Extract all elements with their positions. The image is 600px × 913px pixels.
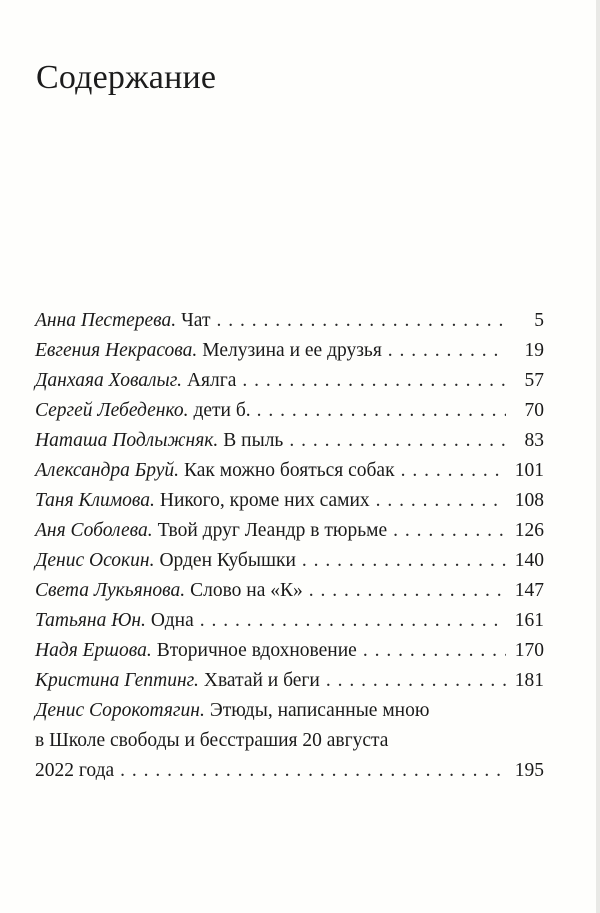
toc-entry	[35, 456, 544, 486]
entry-page-number: 140	[514, 550, 544, 571]
entry-title-line-1: Этюды, написанные мною	[209, 700, 430, 721]
dot-leader	[242, 366, 506, 396]
dot-leader	[257, 396, 506, 426]
toc-entry	[35, 606, 544, 636]
entry-page-number: 170	[514, 640, 544, 661]
toc-entry	[35, 636, 544, 666]
toc-entry	[35, 546, 544, 576]
entry-author: Света Лукьянова.	[35, 580, 186, 601]
entry-page-number: 161	[514, 610, 544, 631]
entry-line	[35, 726, 544, 756]
entry-author: Кристина Гептинг.	[35, 670, 199, 691]
entry-title: Как можно бояться собак	[184, 460, 395, 481]
dot-leader	[401, 456, 506, 486]
toc-entry	[35, 366, 544, 396]
toc-entry	[35, 516, 544, 546]
entry-author: Татьяна Юн.	[35, 610, 146, 631]
entry-title: Орден Кубышки	[159, 550, 296, 571]
toc-entry-multiline	[35, 696, 544, 786]
entry-author: Данхаяа Ховалыг.	[35, 370, 182, 391]
entry-page-number: 83	[524, 430, 544, 451]
entry-page-number: 126	[514, 520, 544, 541]
entry-line	[35, 756, 544, 786]
entry-author: Надя Ершова.	[35, 640, 152, 661]
entry-page-number: 19	[524, 340, 544, 361]
entry-page-number: 70	[524, 400, 544, 421]
entry-title: В пыль	[223, 430, 284, 451]
entry-title: Никого, кроме них самих	[159, 490, 370, 511]
entry-title: Одна	[150, 610, 194, 631]
entry-page-number: 101	[514, 460, 544, 481]
entry-title: Твой друг Леандр в тюрьме	[157, 520, 388, 541]
toc-entry	[35, 306, 544, 336]
dot-leader	[393, 516, 506, 546]
entry-author: Таня Климова.	[35, 490, 155, 511]
entry-title: Слово на «К»	[190, 580, 303, 601]
dot-leader	[363, 636, 506, 666]
entry-author: Наташа Подлыжняк.	[35, 430, 219, 451]
entry-author: Александра Бруй.	[35, 460, 180, 481]
dot-leader	[376, 486, 506, 516]
entry-page-number: 181	[514, 670, 544, 691]
toc-entry	[35, 486, 544, 516]
dot-leader	[216, 306, 506, 336]
entry-line	[35, 696, 544, 726]
entry-page-number: 195	[514, 760, 544, 781]
page-title: Содержание	[36, 59, 217, 96]
entry-page-number: 5	[534, 310, 544, 331]
table-of-contents	[35, 306, 544, 786]
entry-author: Денис Сорокотягин.	[35, 700, 205, 721]
toc-entry	[35, 666, 544, 696]
entry-page-number: 147	[514, 580, 544, 601]
entry-title: дети б.	[193, 400, 251, 421]
entry-title: Хватай и беги	[203, 670, 320, 691]
entry-title-line-3: 2022 года	[35, 760, 115, 781]
dot-leader	[200, 606, 506, 636]
dot-leader	[388, 336, 506, 366]
entry-author: Евгения Некрасова.	[35, 340, 198, 361]
entry-title: Вторичное вдохновение	[156, 640, 357, 661]
dot-leader	[120, 756, 506, 786]
entry-title: Аялга	[186, 370, 237, 391]
entry-title: Чат	[181, 310, 211, 331]
toc-entry	[35, 426, 544, 456]
dot-leader	[326, 666, 506, 696]
entry-page-number: 57	[524, 370, 544, 391]
entry-author: Аня Соболева.	[35, 520, 153, 541]
entry-author: Сергей Лебеденко.	[35, 400, 189, 421]
dot-leader	[309, 576, 506, 606]
entry-page-number: 108	[514, 490, 544, 511]
toc-entry	[35, 576, 544, 606]
toc-entry	[35, 396, 544, 426]
entry-title: Мелузина и ее друзья	[202, 340, 382, 361]
dot-leader	[289, 426, 506, 456]
entry-title-line-2: в Школе свободы и бесстрашия 20 августа	[35, 730, 389, 751]
toc-entry	[35, 336, 544, 366]
entry-author: Денис Осокин.	[35, 550, 155, 571]
entry-author: Анна Пестерева.	[35, 310, 177, 331]
dot-leader	[302, 546, 506, 576]
